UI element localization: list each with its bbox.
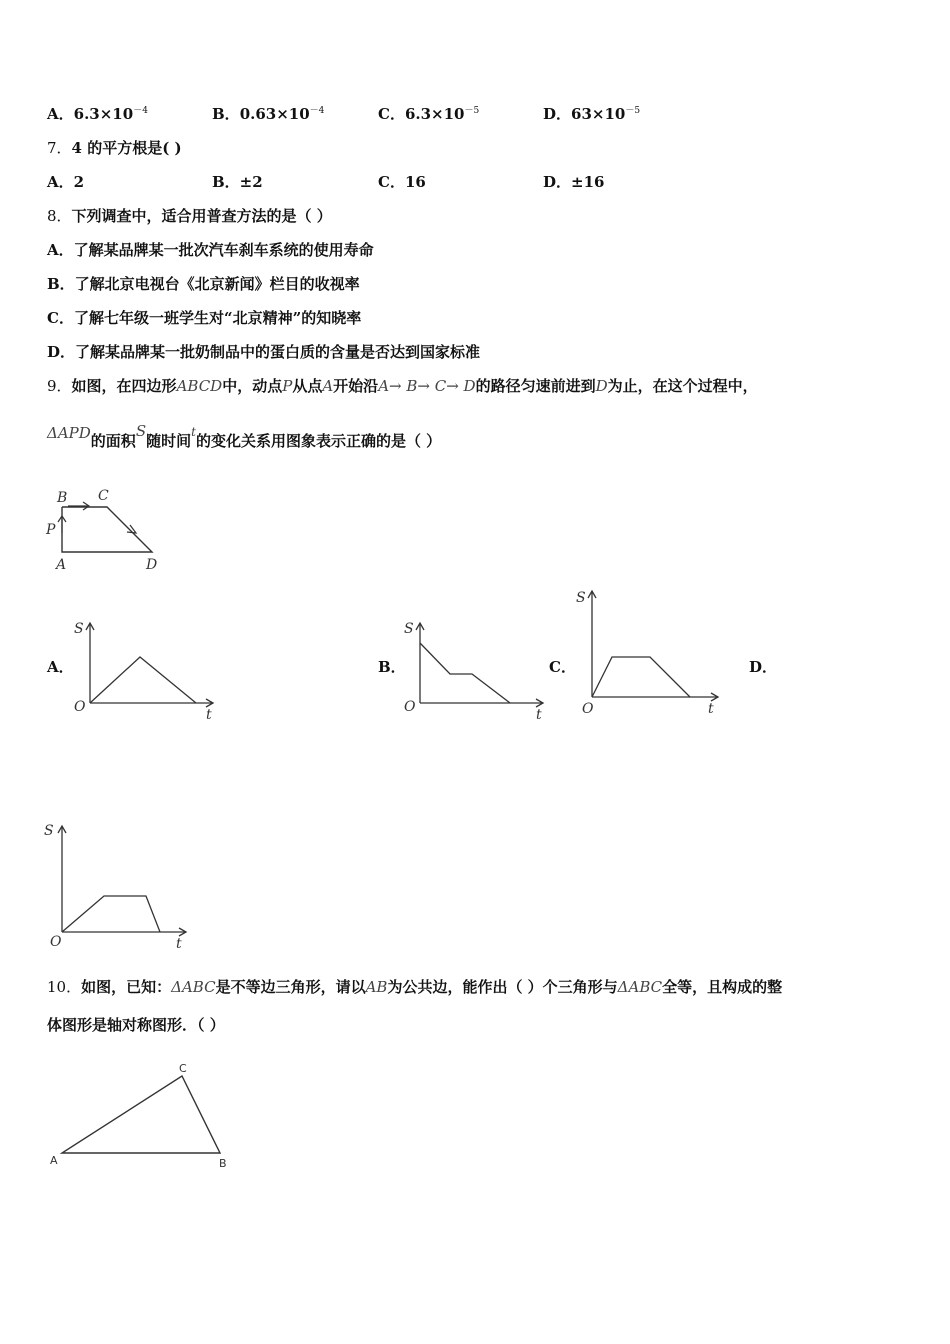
q8-option-c: C．了解七年级一班学生对“北京精神”的知晓率 — [47, 309, 362, 327]
q6-option-a: A．$6.3\times 10^{-4}$ — [47, 105, 148, 123]
svg-text:S: S — [576, 590, 586, 606]
q9-stem-line2: ΔAPD的面积S随时间$^t$的变化关系用图象表示正确的是（ ） — [47, 422, 442, 450]
q6-option-d: D．$63\times 10^{-5}$ — [543, 105, 641, 123]
svg-text:S: S — [44, 823, 54, 839]
svg-text:S: S — [404, 621, 414, 637]
q9-label-d: D — [146, 557, 158, 573]
q9-option-b-label: B． — [378, 658, 406, 676]
q10-label-c: C — [179, 1062, 187, 1075]
svg-text:O: O — [74, 699, 86, 715]
q7-stem: 7．4 的平方根是( ) — [47, 139, 182, 157]
svg-text:t: t — [206, 707, 212, 723]
q9-label-a: A — [56, 557, 67, 573]
q8-option-d: D．了解某品牌某一批奶制品中的蛋白质的含量是否达到国家标准 — [47, 343, 481, 361]
q9-stem-line1: 9．如图，在四边形ABCD中，动点P从点A开始沿A→ B→ C→ D的路径匀速前进到D为止，在这个过程中， — [47, 377, 758, 395]
q7-option-d: D．±16 — [543, 173, 605, 191]
svg-text:O: O — [404, 699, 416, 715]
svg-text:t: t — [708, 701, 714, 717]
q9-label-p: P — [46, 522, 56, 538]
q8-stem: 8．下列调查中，适合用普查方法的是（ ） — [47, 207, 332, 225]
q6-option-b: B．$0.63\times 10^{-4}$ — [212, 105, 325, 123]
q10-label-b: B — [219, 1157, 227, 1170]
svg-text:S: S — [74, 621, 84, 637]
q9-option-a-label: A． — [47, 658, 74, 676]
q9-quadrilateral-figure — [40, 485, 170, 580]
q10-label-a: A — [50, 1154, 58, 1167]
q8-option-b: B．了解北京电视台《北京新闻》栏目的收视率 — [47, 275, 360, 293]
q10-triangle-figure — [45, 1060, 245, 1175]
q10-stem-line2: 体图形是轴对称图形．（ ） — [47, 1016, 225, 1034]
q9-graph-d — [42, 818, 202, 953]
svg-text:O: O — [582, 701, 594, 717]
q10-stem-line1: 10．如图，已知：ΔABC是不等边三角形，请以AB为公共边，能作出（ ）个三角形与ΔABC全等，且构成的整 — [47, 978, 783, 996]
q9-option-d-label: D． — [749, 658, 778, 676]
q7-option-a: A．2 — [47, 173, 85, 191]
q6-option-c: C．$6.3\times 10^{-5}$ — [378, 105, 480, 123]
q8-option-a: A．了解某品牌某一批次汽车刹车系统的使用寿命 — [47, 241, 374, 259]
q9-option-c-label: C． — [549, 658, 576, 676]
svg-text:O: O — [50, 934, 62, 950]
svg-text:t: t — [176, 936, 182, 952]
q7-option-c: C．16 — [378, 173, 426, 191]
q9-graph-b — [398, 615, 558, 725]
q9-graph-c — [572, 585, 732, 720]
q9-label-b: B — [57, 490, 68, 506]
q9-graph-a — [68, 615, 228, 725]
q7-option-b: B．±2 — [212, 173, 263, 191]
svg-text:t: t — [536, 707, 542, 723]
q9-label-c: C — [98, 488, 109, 504]
